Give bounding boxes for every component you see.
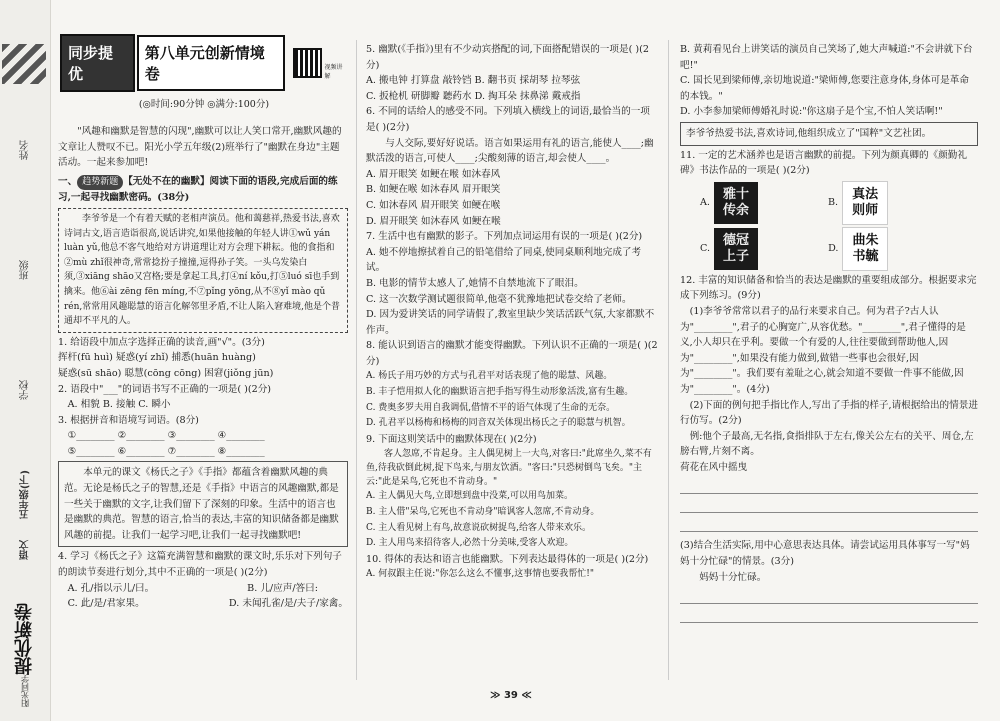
question-12-part2-prompt: 荷花在风中摇曳: [680, 461, 748, 473]
question-10-option-b[interactable]: B. 黄莉看见台上讲笑话的演员自己笑场了,她大声喊道:"不会讲就下台吧!": [680, 44, 973, 71]
calligraphy-option-d[interactable]: 曲朱 书毓: [842, 227, 888, 271]
question-10-option-d[interactable]: D. 小李参加梁师傅婚礼时说:"你这扇子是个宝,不怕人笑话啊!": [680, 106, 943, 118]
question-6: 6. 不同的话给人的感受不同。下列填入横线上的词语,最恰当的一项是( )(2分): [366, 106, 650, 133]
calligraphy-option-c[interactable]: 德冠 上子: [714, 228, 758, 270]
question-10: 10. 得体的表达和语言也能幽默。下列表达最得体的一项是( )(2分): [366, 553, 649, 565]
answer-line[interactable]: [680, 608, 978, 623]
answer-line[interactable]: [680, 498, 978, 513]
question-1-row2[interactable]: 疑惑(sū shāo) 聪慧(cōng cōng) 困窘(jiǒng jūn): [58, 367, 274, 379]
question-7-option-b[interactable]: B. 电影的情节太感人了,她情不自禁地流下了眼泪。: [366, 277, 584, 289]
page-header: [60, 44, 348, 83]
question-6-option-a[interactable]: A. 眉开眼笑 如鲠在喉 如沐春风: [366, 168, 501, 180]
question-12: 12. 丰富的知识储备和恰当的表达是幽默的重要组成部分。根据要求完成下列练习。(9分): [680, 274, 977, 302]
question-7-option-a[interactable]: A. 她不停地擦拭着自己的铅笔借给了同桌,使同桌顺利地完成了考试。: [366, 246, 642, 274]
question-3: 3. 根据拼音和语境写词语。(8分): [58, 414, 199, 426]
brand-title: 提优新卷: [14, 603, 35, 675]
answer-line[interactable]: [680, 589, 978, 604]
decorative-stripes: [2, 44, 46, 84]
question-4: 4. 学习《杨氏之子》这篇充满智慧和幽默的课文时,乐乐对下列句子的朗读节奏进行划分,其中不正确的一项是( )(2分): [58, 551, 342, 579]
series-title: 同步提优: [60, 34, 135, 92]
class-label: 班级: [20, 260, 31, 280]
calligraphy-row1: A. 雅十 传余 B. 真法 则师: [700, 181, 978, 225]
question-8-option-a[interactable]: A. 杨氏子用巧妙的方式与孔君平对话表现了他的聪慧、风趣。: [366, 371, 613, 382]
question-2-options[interactable]: A. 相貌 B. 接触 C. 瞬小: [67, 399, 171, 411]
question-10-option-c[interactable]: C. 国长见到梁师傅,亲切地说道:"梁师傅,您要注意身体,身体可是革命的本钱。": [680, 75, 969, 102]
question-2: 2. 语段中"___"的词语书写不正确的一项是( )(2分): [58, 383, 272, 395]
unit-context-box: 本单元的课文《杨氏之子》《手指》都蕴含着幽默风趣的典范。无论是杨氏之子的智慧,还是《手指》中语言的风趣幽默,都是一些关于幽默的文字,让我们留下了深刻的印象。生活中的语言也是幽默的典范。智慧的语言,恰当的表达,丰富的知识储备都是幽默风趣的前提。让我们一起学习吧,让我们一起寻找幽默吧!: [58, 461, 348, 547]
question-7-option-c[interactable]: C. 这一次数学测试题很简单,他毫不犹豫地把试卷交给了老师。: [366, 293, 632, 305]
name-label: 姓名: [20, 140, 31, 160]
page-title: 第八单元创新情境卷: [137, 35, 285, 91]
option-b[interactable]: B. 儿/应声/答曰:: [247, 582, 318, 594]
trend-tag: 趋势新题: [77, 175, 123, 191]
spine: [0, 0, 51, 721]
question-5: 5. 幽默(《手指》)里有不少动宾搭配的词,下面搭配错误的一项是( )(2分): [366, 44, 649, 71]
question-3-blanks-row2[interactable]: ⑤________ ⑥________ ⑦________ ⑧________: [67, 445, 265, 457]
question-4-options-row1: [58, 581, 348, 597]
answer-line[interactable]: [680, 517, 978, 532]
column-divider: [356, 40, 357, 680]
question-3-blanks-row1[interactable]: ①________ ②________ ③________ ④________: [67, 430, 265, 442]
question-12-part2-example: 例:他个子最高,无名指,食指排队于左右,像关公左右的关平、周仓,左膀右臂,片刻不离。: [680, 430, 974, 458]
page-number: ≫ 39 ≪: [490, 690, 532, 701]
question-6-option-d[interactable]: D. 眉开眼笑 如沐春风 如鲠在喉: [366, 215, 501, 227]
qr-label: 视频讲解: [324, 64, 343, 80]
question-11: 11. 一定的艺术涵养也是语言幽默的前提。下列为颜真卿的《颜勤礼碑》书法作品的一项是( )(2分): [680, 149, 967, 177]
question-4-options-row2: [58, 596, 348, 612]
calligraphy-option-b[interactable]: 真法 则师: [842, 181, 888, 225]
question-6-option-c[interactable]: C. 如沐春风 眉开眼笑 如鲠在喉: [366, 199, 501, 211]
question-8-option-d[interactable]: D. 孔君平以杨梅和杨梅的同音双关体现出杨氏之子的聪慧与机智。: [366, 418, 631, 429]
grade-label: 五年级(下): [20, 470, 31, 520]
part-one-heading: 一、 趋势新题 【无处不在的幽默】阅读下面的语段,完成后面的练习,一起寻找幽默密码。(38分): [58, 175, 338, 204]
question-5-options-cd[interactable]: C. 扳枪机 研脚瓣 聽药水 D. 掏耳朵 抹鼻涕 戴戒指: [366, 90, 581, 102]
calligraphy-option-a[interactable]: 雅十 传余: [714, 182, 758, 224]
question-1-row1[interactable]: 挥杆(fū huì) 疑惑(yí zhǐ) 捕悉(huān huàng): [58, 352, 256, 364]
qr-code-icon[interactable]: [293, 48, 322, 78]
question-9-option-d[interactable]: D. 主人用鸟来招待客人,必然十分美味,受客人欢迎。: [366, 538, 574, 549]
question-8-option-b[interactable]: B. 丰子恺用拟人化的幽默语言把手指写得生动形象活泼,富有生趣。: [366, 387, 634, 398]
question-1: 1. 给语段中加点字选择正确的读音,画"√"。(3分): [58, 336, 265, 348]
question-5-options-ab[interactable]: A. 搬电钟 打算盘 敲铃铛 B. 翻书页 採胡琴 拉琴弦: [366, 75, 581, 87]
club-context-box: 李爷爷热爱书法,喜欢诗词,他组织成立了"国粹"文艺社团。: [680, 122, 978, 146]
brand-small: 阳光同学: [20, 675, 30, 707]
question-12-part2: (2)下面的例句把手指比作人,写出了手指的样子,请根据给出的情景进行仿写。(2分): [680, 399, 978, 427]
question-9-text: 客人忽席,不肯起身。主人偶见树上一大鸟,对客曰:"此席坐久,菜不有鱼,待我砍倒此树,捉下鸟来,与朋友饮酒。"客曰:"只恐树倒鸟飞矣。"主云:"此是呆鸟,它死也不肯动身。": [366, 449, 652, 488]
answer-line[interactable]: [680, 479, 978, 494]
column-middle: [366, 42, 658, 583]
question-12-part3-prompt: 妈妈十分忙碌。: [699, 571, 767, 583]
question-8-option-c[interactable]: C. 费奥多罗夫用自我调侃,借情不平的语气体现了生命的无奈。: [366, 402, 616, 413]
column-divider: [668, 40, 669, 680]
question-7-option-d[interactable]: D. 因为爱讲笑话的同学请假了,教室里缺少笑话活跃气氛,大家都默不作声。: [366, 309, 655, 336]
question-9: 9. 下面这则笑话中的幽默体现在( )(2分): [366, 433, 537, 445]
question-9-option-c[interactable]: C. 主人看见树上有鸟,故意说砍树捉鸟,给客人带来欢乐。: [366, 522, 592, 533]
column-left: [58, 124, 348, 612]
subject-label: 语文: [20, 540, 31, 560]
option-c[interactable]: C. 此/是/君家果。: [67, 598, 145, 610]
question-7: 7. 生活中也有幽默的影子。下列加点词运用有误的一项是( )(2分): [366, 231, 643, 243]
reading-passage: 李爷爷是一个有着天赋的老相声演员。他和蔼慈祥,热爱书法,喜欢诗词古文,语言造诣很高,说话讲究,如果他接触的年轻人讲①wǔ yán luàn yǔ,他总不客气地给对方讲道理让对方会理下耕耘。他的食指和②mù zhǐ很神奇,常常捻扮子撞撞,逗得孙子笑。一头乌发染白须,③xiāng shāo又宫格;要是拿起工具,打④ní kǒu,打⑤luó sī也手到擒来。他⑥ài zēng fēn míng,不⑦pǐng yōng,从不⑧yǐ mào qǔ rén,常常用风趣聪慧的语言化解邻里矛盾,不让人陷入窘难境,他是个普通却不平凡的人。: [58, 208, 348, 333]
intro-paragraph: "风趣和幽默是智慧的闪现",幽默可以让人笑口常开,幽默风趣的文章让人赞叹不已。阳光小学五年级(2)班举行了"幽默在身边"主题活动。一起来参加吧!: [58, 126, 342, 169]
question-6-text: 与人交际,要好好说话。语言如果运用有礼的语言,能使人____;幽默活泼的语言,可使人____;尖酸刻薄的语言,却会使人____。: [366, 137, 654, 165]
option-a[interactable]: A. 孔/指以示儿/曰。: [67, 582, 155, 594]
question-12-part1[interactable]: (1)李爷爷常常以君子的品行来要求自己。何为君子?古人认为"________",君子的心胸宽广,从容优愁。"________",君子懂得的是义,小人却只在乎利。要做一个有爱的人,往往要做到帮助他人,因为"________",如果没有能力做到,做错一些事也会很好,因为"________"。我们要有羞耻之心,就会知道不要做一件事不能做,因为"________"。(4分): [680, 305, 966, 395]
question-9-option-b[interactable]: B. 主人借"呆鸟,它死也不肯动身"暗讽客人忽席,不肯动身。: [366, 507, 600, 518]
exam-meta: (◎时间:90分钟 ◎满分:100分): [138, 99, 270, 110]
option-d[interactable]: D. 未闻孔雀/是/夫子/家禽。: [228, 598, 348, 610]
column-right: [680, 42, 978, 627]
question-8: 8. 能认识到语言的幽默才能变得幽默。下列认识不正确的一项是( )(2分): [366, 340, 658, 367]
calligraphy-row2: C. 德冠 上子 D. 曲朱 书毓: [700, 227, 978, 271]
question-6-option-b[interactable]: B. 如鲠在喉 如沐春风 眉开眼笑: [366, 184, 501, 196]
school-label: 学校: [20, 380, 31, 400]
question-12-part3: (3)结合生活实际,用中心意思表达具体。请尝试运用具体事写一写"妈妈十分忙碌"的情景。(3分): [680, 540, 970, 568]
question-9-option-a[interactable]: A. 主人偶见大鸟,立即想到盘中没菜,可以用鸟加菜。: [366, 491, 573, 502]
question-10-option-a[interactable]: A. 何叔跟主任说:"你怎么这么不懂事,这事情也要我帮忙!": [366, 569, 595, 580]
brand-logo: [6, 600, 44, 710]
